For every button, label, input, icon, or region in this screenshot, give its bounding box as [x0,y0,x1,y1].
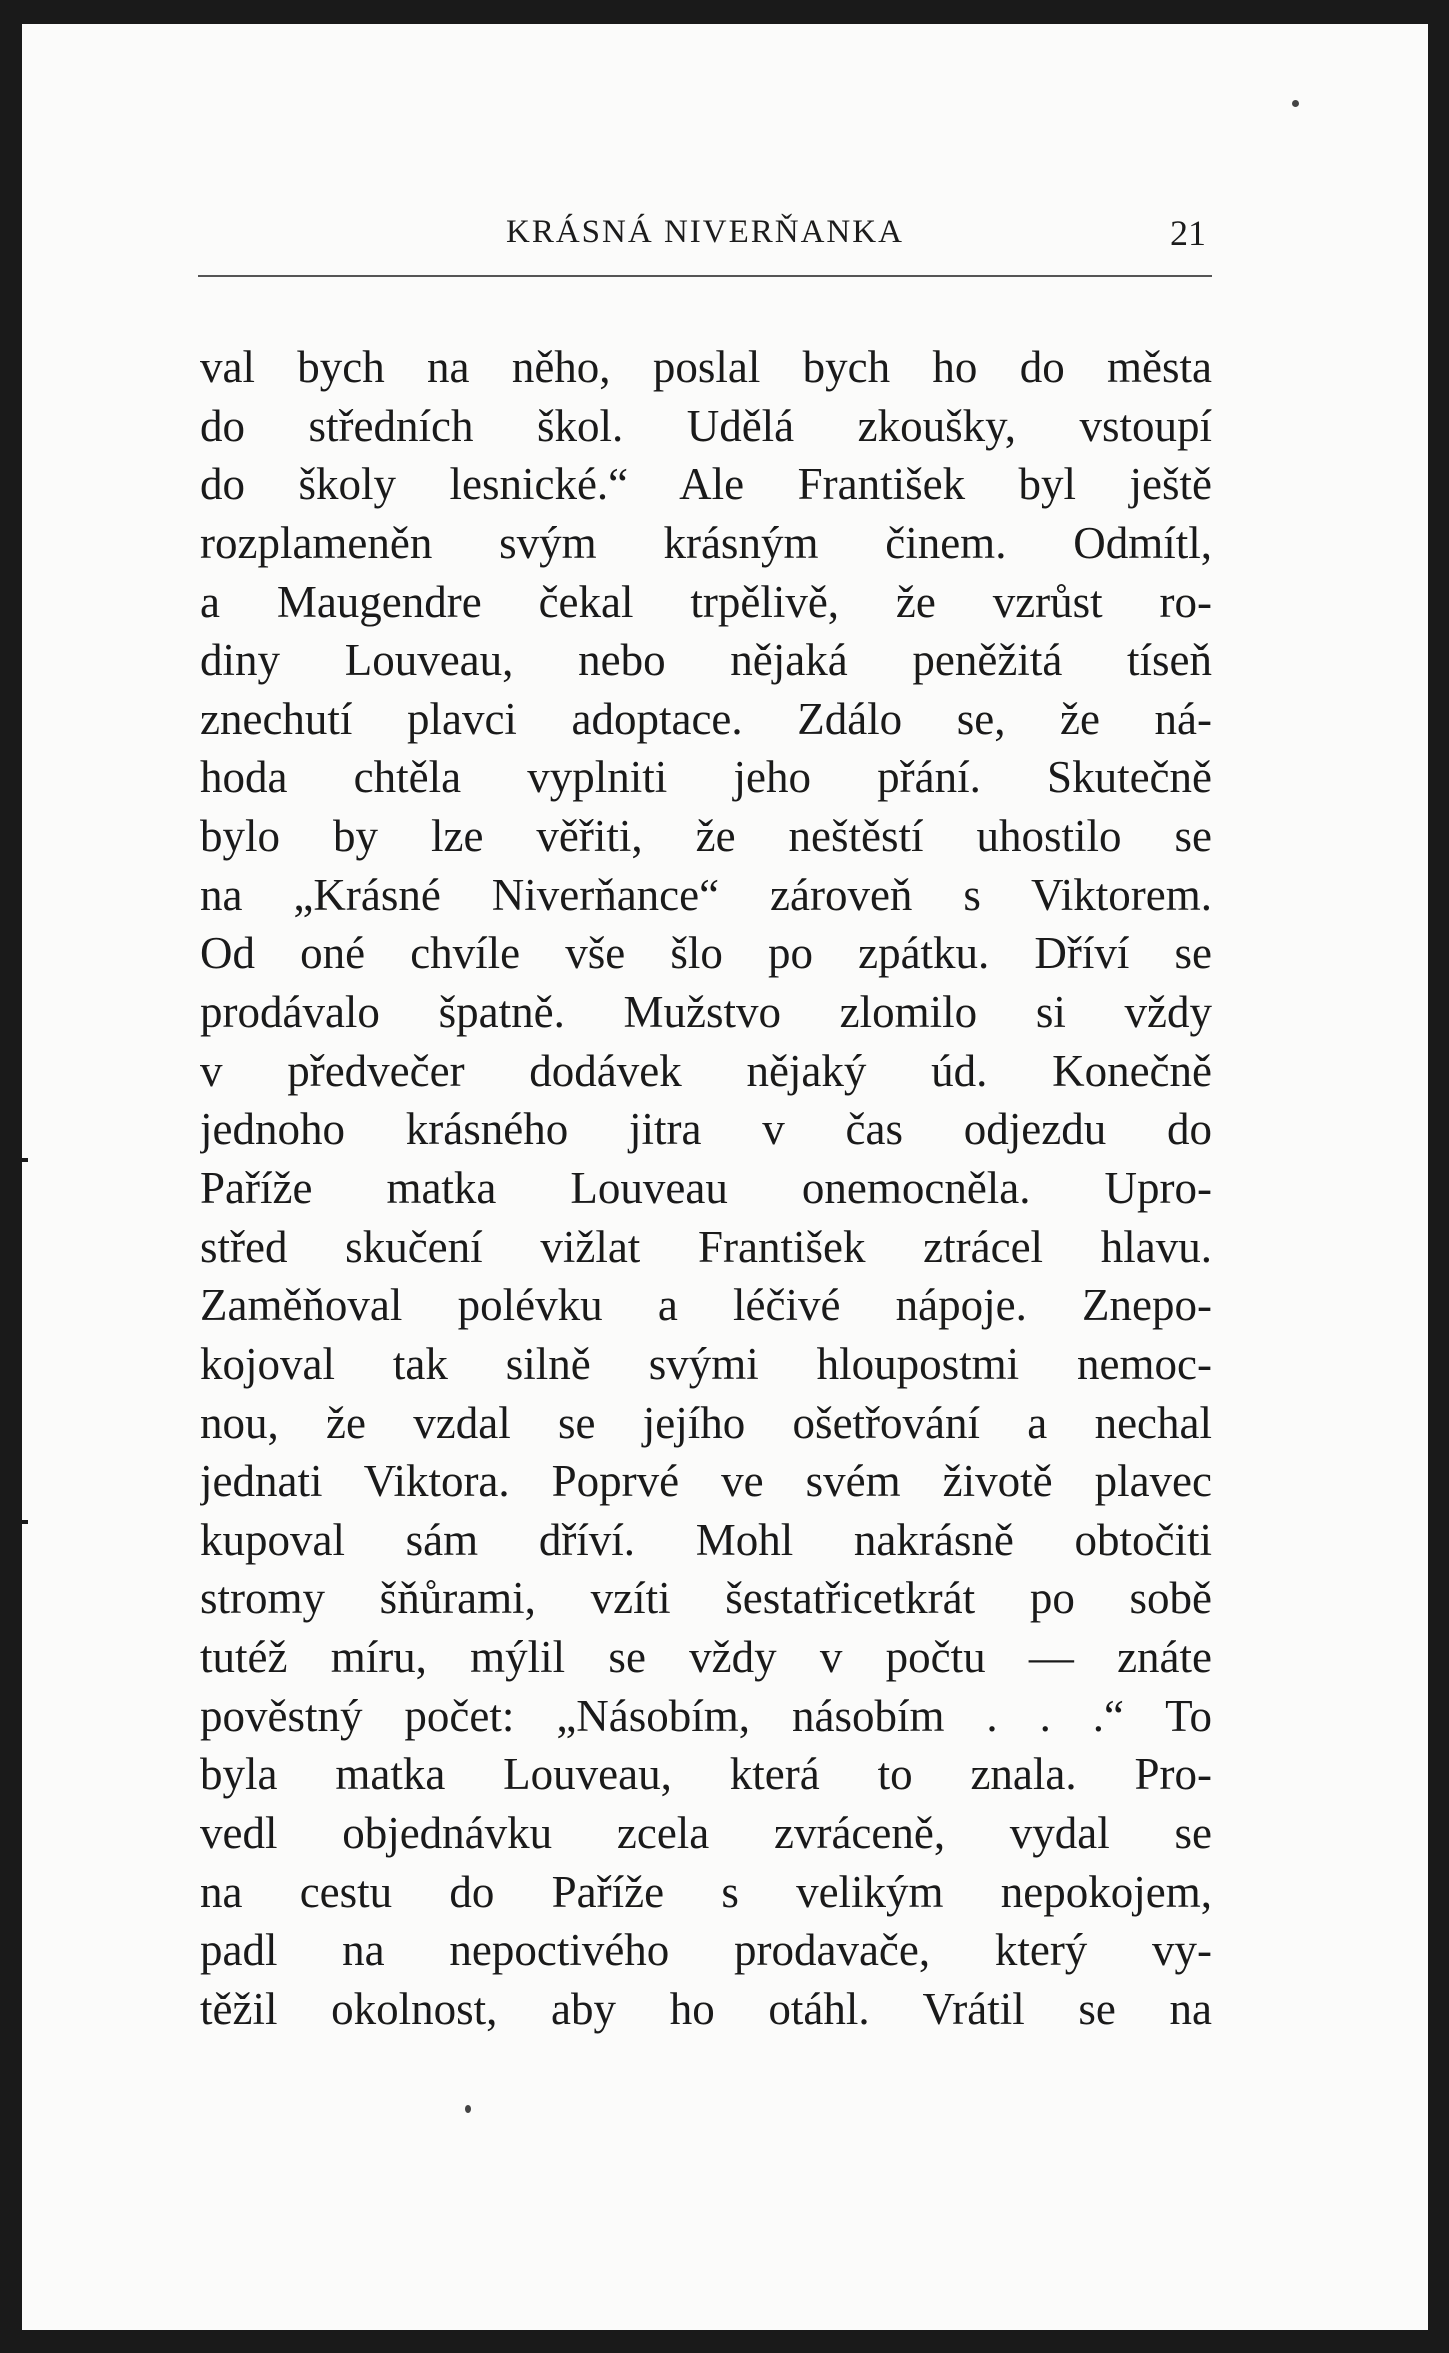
text-line: pověstný počet: „Násobím, násobím . . .“ To [200,1690,1212,1741]
scan-edge-mark [18,1158,28,1162]
text-line: jednati Viktora. Poprvé ve svém životě plavec [200,1456,1212,1507]
scan-border-left [0,0,22,2353]
text-line: vedl objednávku zcela zvráceně, vydal se [200,1808,1212,1859]
text-line: prodávalo špatně. Mužstvo zlomilo si vždy [200,987,1212,1038]
text-line: a Maugendre čekal trpělivě, že vzrůst ro- [200,576,1212,627]
body-text [200,338,1212,2039]
header-rule [198,275,1212,277]
scan-edge-mark [18,1520,28,1524]
text-line: střed skučení vižlat František ztrácel hlavu. [200,1221,1212,1272]
scan-border-right [1428,0,1449,2353]
text-line: padl na nepoctivého prodavače, který vy- [200,1925,1212,1976]
text-line: kupoval sám dříví. Mohl nakrásně obtočiti [200,1514,1212,1565]
text-line: stromy šňůrami, vzíti šestatřicetkrát po sobě [200,1573,1212,1624]
text-line: jednoho krásného jitra v čas odjezdu do [200,1104,1212,1155]
text-line: nou, že vzdal se jejího ošetřování a nechal [200,1397,1212,1448]
text-line: těžil okolnost, aby ho otáhl. Vrátil se na [200,1983,1212,2034]
text-line: Paříže matka Louveau onemocněla. Upro- [200,1162,1212,1213]
text-line: diny Louveau, nebo nějaká peněžitá tíseň [200,635,1212,686]
text-line: znechutí plavci adoptace. Zdálo se, že ná- [200,693,1212,744]
text-line: na cestu do Paříže s velikým nepokojem, [200,1866,1212,1917]
text-line: bylo by lze věřiti, že neštěstí uhostilo se [200,811,1212,862]
scan-border-top [0,0,1449,24]
scan-speck [1292,100,1299,107]
text-line: v předvečer dodávek nějaký úd. Konečně [200,1045,1212,1096]
page-header [198,212,1212,256]
text-line: kojoval tak silně svými hloupostmi nemoc- [200,1338,1212,1389]
text-line: Zaměňoval polévku a léčivé nápoje. Znepo- [200,1280,1212,1331]
text-line: rozplameněn svým krásným činem. Odmítl, [200,517,1212,568]
text-line: do středních škol. Udělá zkoušky, vstoupí [200,400,1212,451]
page-number: 21 [1170,213,1206,253]
text-line: byla matka Louveau, která to znala. Pro- [200,1749,1212,1800]
text-line: do školy lesnické.“ Ale František byl ještě [200,459,1212,510]
text-line: Od oné chvíle vše šlo po zpátku. Dříví se [200,928,1212,979]
text-line: tutéž míru, mýlil se vždy v počtu — znáte [200,1632,1212,1683]
scan-speck [465,2105,471,2113]
running-title: KRÁSNÁ NIVERŇANKA [506,214,904,250]
text-line: hoda chtěla vyplniti jeho přání. Skutečně [200,752,1212,803]
text-line: val bych na něho, poslal bych ho do města [200,342,1212,392]
scan-border-bottom [0,2330,1449,2353]
text-line: na „Krásné Niverňance“ zároveň s Viktorem. [200,869,1212,920]
